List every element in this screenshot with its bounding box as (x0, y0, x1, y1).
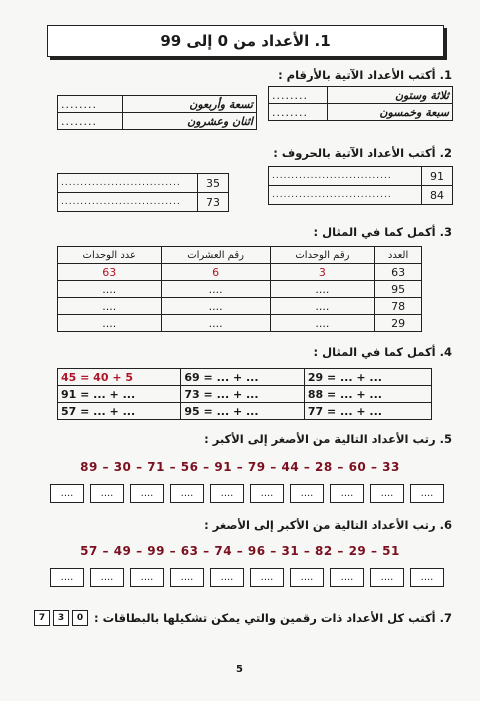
number-word: سبعة وخمسون (328, 104, 453, 121)
answer-blank[interactable]: .... (161, 281, 270, 298)
equation-cell[interactable]: 69 = ... + ... (181, 369, 304, 386)
number-cell: 78 (375, 298, 422, 315)
answer-box[interactable]: .... (90, 484, 124, 503)
answer-box[interactable]: .... (330, 484, 364, 503)
answer-blank[interactable]: .... (58, 281, 162, 298)
q6-answer-boxes (50, 568, 444, 587)
number-cell: 73 (198, 193, 229, 212)
table-header-row (58, 247, 422, 264)
number-cell: 29 (375, 315, 422, 332)
equation-cell[interactable]: 57 = ... + ... (58, 403, 181, 420)
answer-box[interactable]: .... (370, 568, 404, 587)
number-cell: 84 (422, 186, 453, 205)
equation-cell[interactable]: 88 = ... + ... (304, 386, 431, 403)
q6-sequence: 57 – 49 – 99 – 63 – 74 – 96 – 31 – 82 – 29 – 51 (80, 544, 400, 558)
table-row (58, 113, 257, 130)
column-header: رقم العشرات (161, 247, 270, 264)
answer-blank[interactable]: ............................... (269, 167, 422, 186)
column-header: العدد (375, 247, 422, 264)
equation-cell[interactable]: 29 = ... + ... (304, 369, 431, 386)
answer-blank[interactable]: .... (58, 315, 162, 332)
digit-card: 0 (72, 610, 88, 626)
table-row (58, 369, 432, 386)
answer-box[interactable]: .... (290, 568, 324, 587)
page-title (47, 25, 444, 57)
answer-box[interactable]: .... (410, 484, 444, 503)
q7-label: 7. أكتب كل الأعداد ذات رقمين والتي يمكن تشكيلها بالبطاقات : (93, 611, 452, 625)
table-row (58, 298, 422, 315)
answer-blank[interactable]: ........ (58, 96, 123, 113)
answer-blank[interactable]: ........ (269, 104, 328, 121)
units-count-cell: 63 (58, 264, 162, 281)
answer-blank[interactable]: ........ (58, 113, 123, 130)
answer-blank[interactable]: .... (270, 281, 375, 298)
equation-cell: 45 = 40 + 5 (58, 369, 181, 386)
q5-answer-boxes (50, 484, 444, 503)
answer-box[interactable]: .... (130, 484, 164, 503)
number-cell: 95 (375, 281, 422, 298)
q1-right-table (268, 86, 453, 121)
table-row (58, 193, 229, 212)
answer-box[interactable]: .... (210, 568, 244, 587)
column-header: رقم الوحدات (270, 247, 375, 264)
table-row (58, 315, 422, 332)
q1-label: 1. أكتب الأعداد الآتية بالأرقام : (278, 68, 452, 82)
answer-blank[interactable]: ............................... (58, 193, 198, 212)
q6-label: 6. رتب الأعداد التالية من الأكبر إلى الأصغر : (204, 518, 452, 532)
answer-blank[interactable]: .... (270, 298, 375, 315)
q2-left-table (57, 173, 229, 212)
column-header: عدد الوحدات (58, 247, 162, 264)
page-title-text: 1. الأعداد من 0 إلى 99 (160, 32, 331, 50)
q5-sequence: 89 – 30 – 71 – 56 – 91 – 79 – 44 – 28 – 60 – 33 (80, 460, 400, 474)
q3-label: 3. أكمل كما في المثال : (313, 225, 452, 239)
table-row (269, 104, 453, 121)
answer-box[interactable]: .... (250, 484, 284, 503)
number-cell: 91 (422, 167, 453, 186)
q5-label: 5. رتب الأعداد التالية من الأصغر إلى الأكبر : (204, 432, 452, 446)
q1-left-table (57, 95, 257, 130)
q2-label: 2. أكتب الأعداد الآتية بالحروف : (273, 146, 452, 160)
number-word: ثلاثة وستون (328, 87, 453, 104)
q4-table (57, 368, 432, 420)
equation-cell[interactable]: 95 = ... + ... (181, 403, 304, 420)
table-row (58, 386, 432, 403)
table-row (58, 403, 432, 420)
answer-box[interactable]: .... (170, 484, 204, 503)
table-row (58, 281, 422, 298)
page-number: 5 (236, 664, 243, 675)
tens-digit-cell: 6 (161, 264, 270, 281)
answer-blank[interactable]: ............................... (269, 186, 422, 205)
number-word: اثنان وعشرون (123, 113, 257, 130)
answer-blank[interactable]: .... (58, 298, 162, 315)
digit-card: 3 (53, 610, 69, 626)
table-row (269, 186, 453, 205)
answer-box[interactable]: .... (90, 568, 124, 587)
q2-right-table (268, 166, 453, 205)
answer-box[interactable]: .... (50, 568, 84, 587)
answer-blank[interactable]: .... (161, 315, 270, 332)
answer-box[interactable]: .... (50, 484, 84, 503)
equation-cell[interactable]: 73 = ... + ... (181, 386, 304, 403)
table-row (58, 264, 422, 281)
q4-label: 4. أكمل كما في المثال : (313, 345, 452, 359)
answer-box[interactable]: .... (210, 484, 244, 503)
answer-box[interactable]: .... (290, 484, 324, 503)
answer-box[interactable]: .... (330, 568, 364, 587)
answer-blank[interactable]: .... (161, 298, 270, 315)
q7-row (31, 610, 452, 626)
answer-blank[interactable]: ............................... (58, 174, 198, 193)
number-cell: 35 (198, 174, 229, 193)
equation-cell[interactable]: 77 = ... + ... (304, 403, 431, 420)
table-row (269, 87, 453, 104)
answer-box[interactable]: .... (130, 568, 164, 587)
answer-box[interactable]: .... (410, 568, 444, 587)
number-word: تسعة وأربعون (123, 96, 257, 113)
q3-table (57, 246, 422, 332)
table-row (58, 96, 257, 113)
digit-card: 7 (34, 610, 50, 626)
answer-blank[interactable]: ........ (269, 87, 328, 104)
table-row (269, 167, 453, 186)
answer-blank[interactable]: .... (270, 315, 375, 332)
answer-box[interactable]: .... (250, 568, 284, 587)
equation-cell[interactable]: 91 = ... + ... (58, 386, 181, 403)
table-row (58, 174, 229, 193)
units-digit-cell: 3 (270, 264, 375, 281)
number-cell: 63 (375, 264, 422, 281)
answer-box[interactable]: .... (370, 484, 404, 503)
answer-box[interactable]: .... (170, 568, 204, 587)
q7-cards (31, 610, 88, 626)
